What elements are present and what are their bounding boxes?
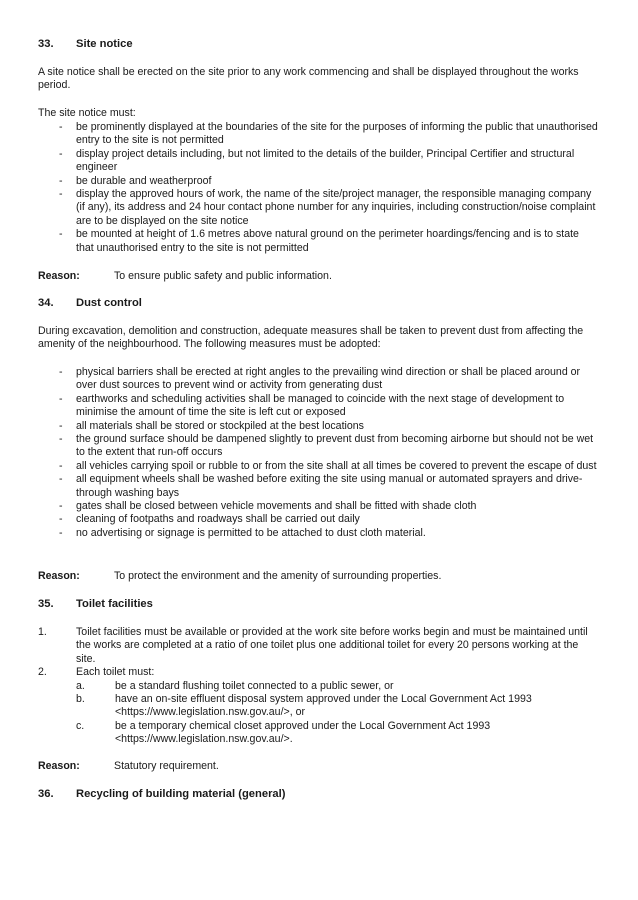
section-34-intro: During excavation, demolition and construction, adequate measures shall be taken to prevent dust from affecting the amenity of the neighbourhood. The following measures must be adopted: bbox=[38, 325, 584, 351]
section-34-heading bbox=[38, 297, 598, 310]
list-item: - earthworks and scheduling activities shall be managed to coincide with the next stage of development to minimise the amount of time the site is left cut or exposed bbox=[59, 392, 565, 419]
section-35-list bbox=[38, 626, 598, 747]
list-item: - display the approved hours of work, the name of the site/project manager, the responsible managing company (if any), its address and 24 hour contact phone number for any inquiries, including construction/noise complaint are to be displayed on the site notice bbox=[59, 188, 596, 227]
section-36-heading bbox=[38, 788, 598, 801]
section-number: 34. bbox=[38, 297, 54, 309]
section-35-reason bbox=[38, 760, 598, 773]
section-33-intro: A site notice shall be erected on the site prior to any work commencing and shall be displayed throughout the works period. bbox=[38, 66, 579, 92]
section-33-heading bbox=[38, 38, 598, 51]
section-33-lead: The site notice must: bbox=[38, 107, 136, 119]
list-item: - cleaning of footpaths and roadways shall be carried out daily bbox=[59, 513, 360, 526]
section-33-reason bbox=[38, 270, 598, 283]
section-title: Recycling of building material (general) bbox=[76, 788, 286, 800]
reason-text: Statutory requirement. bbox=[114, 760, 219, 772]
reason-label: Reason: bbox=[38, 570, 80, 582]
section-number: 36. bbox=[38, 788, 54, 800]
section-number: 35. bbox=[38, 598, 54, 610]
list-item: - the ground surface should be dampened slightly to prevent dust from becoming airborne but should not be wet to the extent that run-off occurs bbox=[59, 433, 594, 459]
sub-item: a. be a standard flushing toilet connected to a public sewer, or bbox=[76, 679, 394, 692]
section-34-reason bbox=[38, 570, 598, 583]
list-item: - no advertising or signage is permitted to be attached to dust cloth material. bbox=[59, 526, 426, 539]
list-item: - be prominently displayed at the boundaries of the site for the purposes of informing the public that unauthorised entry to the site is not permitted bbox=[59, 121, 598, 147]
sub-item: b. have an on-site effluent disposal system approved under the Local Government Act 1993 <https://www.legislation.nsw.gov.au/>, or bbox=[76, 693, 532, 719]
list-item: - be mounted at height of 1.6 metres above natural ground on the perimeter hoardings/fencing and is to state that unauthorised entry to the site is not permitted bbox=[59, 228, 579, 254]
section-title: Site notice bbox=[76, 38, 133, 50]
section-35-heading bbox=[38, 598, 598, 611]
reason-text: To protect the environment and the amenity of surrounding properties. bbox=[114, 570, 442, 582]
reason-label: Reason: bbox=[38, 270, 80, 282]
list-item: - all materials shall be stored or stockpiled at the best locations bbox=[59, 419, 364, 432]
list-item: - be durable and weatherproof bbox=[59, 174, 212, 187]
section-34-list bbox=[38, 366, 598, 540]
sub-list bbox=[76, 680, 598, 747]
reason-label: Reason: bbox=[38, 760, 80, 772]
list-item: - physical barriers shall be erected at right angles to the prevailing wind direction or shall be placed around or over dust sources to prevent wind or activity from generating dust bbox=[59, 366, 581, 392]
sub-item: c. be a temporary chemical closet approved under the Local Government Act 1993 <https://www.legislation.nsw.gov.au/>. bbox=[76, 719, 491, 746]
section-title: Dust control bbox=[76, 297, 142, 309]
numbered-item: 1. Toilet facilities must be available or provided at the work site before works begin and must be maintained until the works are completed at a ratio of one toilet plus one additional toilet for every 20 persons working at the site. bbox=[38, 626, 588, 665]
list-item: - all equipment wheels shall be washed before exiting the site using manual or automated sprayers and drive-through washing bays bbox=[59, 473, 583, 499]
reason-text: To ensure public safety and public information. bbox=[114, 270, 332, 282]
list-item: - display project details including, but not limited to the details of the builder, Principal Certifier and structural engineer bbox=[59, 147, 575, 174]
list-item: - gates shall be closed between vehicle movements and shall be fitted with shade cloth bbox=[59, 500, 477, 513]
numbered-item: 2. Each toilet must: a. be a standard flushing toilet connected to a public sewer, or b. have an on-site effluent disposal system approved under the Local Government Act 1993 <https://www.legislation.nsw.gov.au/>, or c. be a temporary chemical closet approved under the Local Government Act 1993 <https://www.legislation.nsw.gov.au/>. bbox=[38, 666, 598, 746]
section-number: 33. bbox=[38, 38, 54, 50]
section-33-list bbox=[38, 121, 598, 255]
section-title: Toilet facilities bbox=[76, 598, 153, 610]
list-item: - all vehicles carrying spoil or rubble to or from the site shall at all times be covered to prevent the escape of dust bbox=[59, 459, 597, 472]
